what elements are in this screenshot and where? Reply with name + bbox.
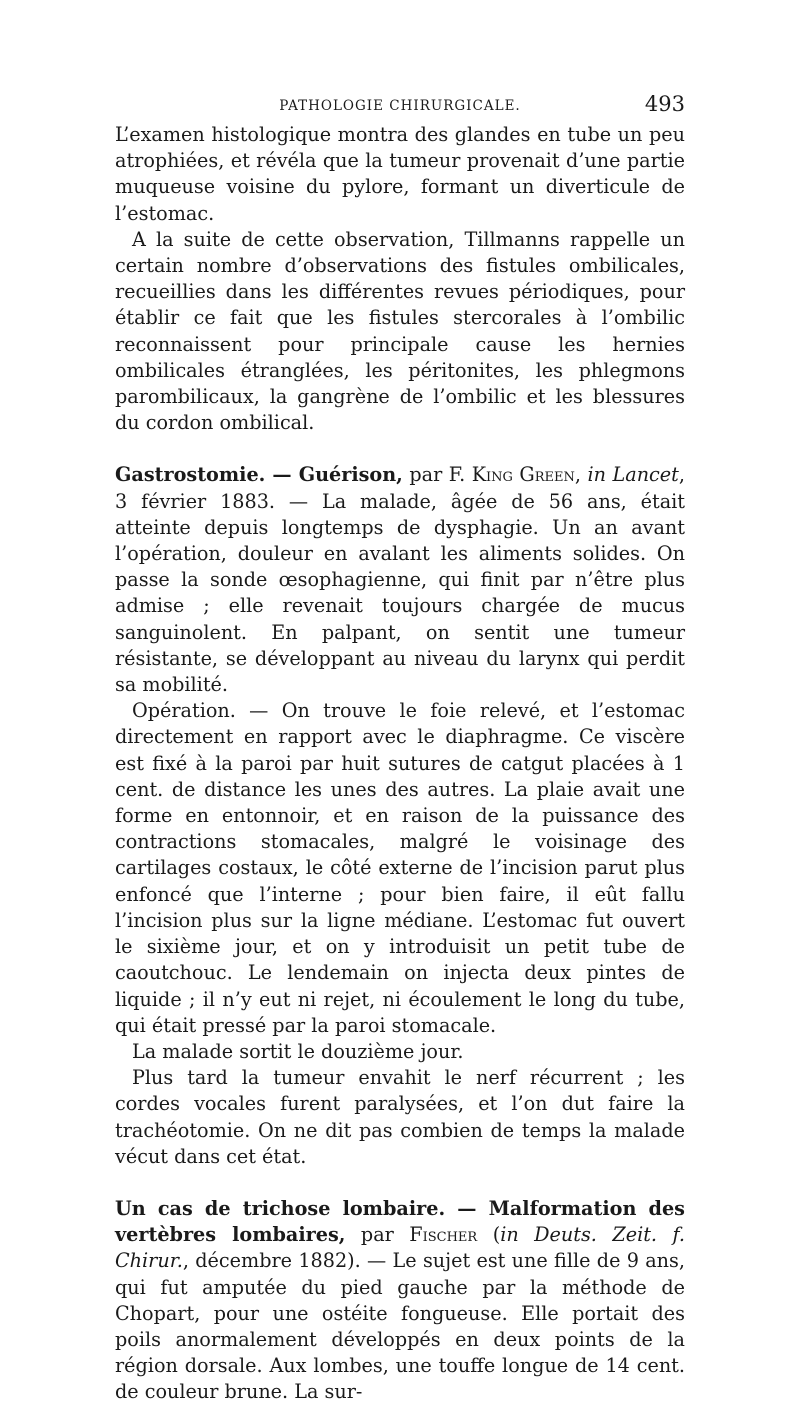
article-title: Gastrostomie. — Guérison, [115,463,403,487]
article-body: — Le sujet est une fille de 9 ans, qui fut amputée du pied gauche par la méthode de Chopart, pour une ostéite fongueuse. Elle portait des poils anormalement développés en deux points de la région dorsale. Aux lombes, une touffe longue de 14 cent. de couleur brune. La sur- [115,1249,685,1404]
intro-paragraph-2: A la suite de cette observation, Tillmanns rappelle un certain nombre d’observations des fistules ombilicales, recueillies dans les différentes revues périodiques, pour établir ce fait que les fistules stercorales à l’ombilic reconnaissent pour principale cause les hernies ombilicales étranglées, les péritonites, les phlegmons parombilicaux, la gangrène de l’ombilic et les blessures du cordon ombilical. [115,227,685,435]
intro-paragraph-1: L’examen histologique montra des glandes en tube un peu atrophiées, et révéla que la tumeur provenait d’une partie muqueuse voisine du pylore, formant un diverticule de l’estomac. [115,123,685,225]
article-body: — La malade, âgée de 56 ans, était atteinte depuis longtemps de dysphagie. Un an avant l’opération, douleur en avalant les aliments solides. On passe la sonde œsophagienne, qui finit par n’être plus admise ; elle revenait toujours chargée de mucus sanguinolent. En palpant, on sentit une tumeur résistante, se développant au niveau du larynx qui perdit sa mobilité. [115,489,685,697]
operation-paragraph: Opération. — On trouve le foie relevé, et l’estomac directement en rapport avec le diaphragme. Ce viscère est fixé à la paroi par huit sutures de catgut placées à 1 cent. de distance les unes des autres. La plaie avait une forme en entonnoir, et en raison de la puissance des contractions stomacales, malgré le voisinage des cartilages costaux, le côté externe de l’incision parut plus enfoncé que l’interne ; pour bien faire, il eût fallu l’incision plus sur la ligne médiane. L’estomac fut ouvert le sixième jour, et on y introduisit un petit tube de caoutchouc. Le lendemain on injecta deux pintes de liquide ; il n’y eut ni rejet, ni écoulement le long du tube, qui était pressé par la paroi stomacale. [115,699,685,1037]
section-divider [115,436,685,462]
discharge-paragraph: La malade sortit le douzième jour. [132,1039,464,1063]
article-journal: in Deuts. Zeit. f. Chirur. [115,1223,686,1273]
page-number: 493 [644,92,685,116]
article-author: King Green [471,463,575,487]
running-head: PATHOLOGIE CHIRURGICALE. [279,98,521,114]
byline-text: par F. [402,463,472,487]
separator-text: , [574,463,588,487]
book-page [115,92,685,1406]
article-journal: in Lancet [587,463,679,487]
section-divider [115,1170,685,1196]
separator-text: ( [477,1223,501,1247]
article-title: Un cas de trichose lombaire. — Malformation des vertèbres lombaires, [115,1196,685,1247]
article-date: , 3 février 1883. [115,463,685,513]
article-author: Fischer [409,1223,478,1247]
byline-text: par [345,1223,410,1247]
article-trichose-lead [115,1196,685,1406]
page-header [115,92,685,116]
article-date: , décembre 1882). [182,1249,361,1273]
article-gastrostomie-lead [115,462,685,698]
outcome-paragraph: Plus tard la tumeur envahit le nerf récurrent ; les cordes vocales furent paralysées, et l’on dut faire la trachéotomie. On ne dit pas combien de temps la malade vécut dans cet état. [115,1066,685,1168]
